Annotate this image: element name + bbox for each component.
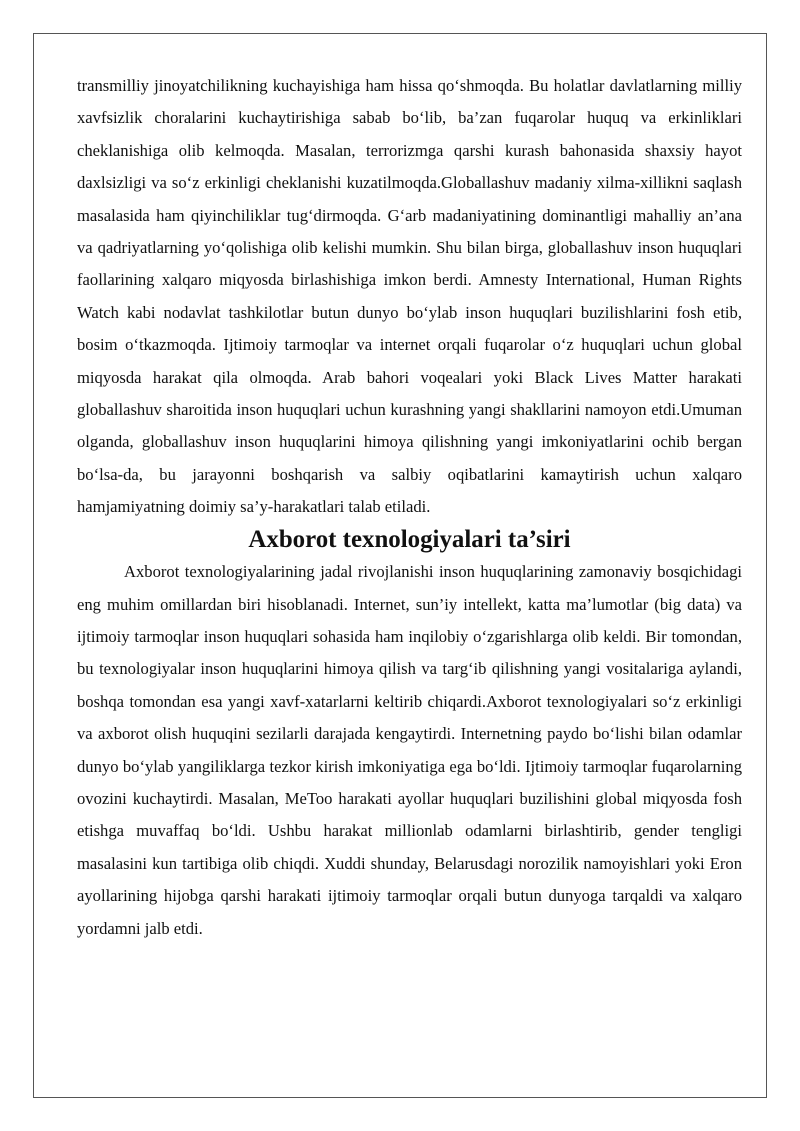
body-paragraph-globalization: transmilliy jinoyatchilikning kuchayishiga ham hissa qo‘shmoqda. Bu holatlar davlatlarning milliy xavfsizlik choralarini kuchaytirishiga sabab bo‘lib, ba’zan fuqarolar huquq va erkinliklari cheklanishiga olib kelmoqda. Masalan, terrorizmga qarshi kurash bahonasida shaxsiy hayot daxlsizligi va so‘z erkinligi cheklanishi kuzatilmoqda.Globallashuv madaniy xilma-xillikni saqlash masalasida ham qiyinchiliklar tug‘dirmoqda. G‘arb madaniyatining dominantligi mahalliy an’ana va qadriyatlarning yo‘qolishiga olib kelishi mumkin. Shu bilan birga, globallashuv inson huquqlari faollarining xalqaro miqyosda birlashishiga imkon berdi. Amnesty International, Human Rights Watch kabi nodavlat tashkilotlar butun dunyo bo‘ylab inson huquqlari buzilishlarini fosh etib, bosim o‘tkazmoqda. Ijtimoiy tarmoqlar va internet orqali fuqarolar o‘z huquqlari uchun global miqyosda harakat qila olmoqda. Arab bahori voqealari yoki Black Lives Matter harakati globallashuv sharoitida inson huquqlari uchun kurashning yangi shakllarini namoyon etdi.Umuman olganda, globallashuv inson huquqlarini himoya qilishning yangi imkoniyatlarini ochib bergan bo‘lsa-da, bu jarayonni boshqarish va salbiy oqibatlarini kamaytirish uchun xalqaro hamjamiyatning doimiy sa’y-harakatlari talab etiladi. (77, 76, 742, 517)
body-paragraph-information-technology: Axborot texnologiyalarining jadal rivojlanishi inson huquqlarining zamonaviy bosqichidagi eng muhim omillardan biri hisoblanadi. Internet, sun’iy intellekt, katta ma’lumotlar (big data) va ijtimoiy tarmoqlar inson huquqlari sohasida ham inqilobiy o‘zgarishlarga olib keldi. Bir tomondan, bu texnologiyalar inson huquqlarini himoya qilish va targ‘ib qilishning yangi vositalariga aylandi, boshqa tomondan esa yangi xavf-xatarlarni keltirib chiqardi.Axborot texnologiyalari so‘z erkinligi va axborot olish huquqini sezilarli darajada kengaytirdi. Internetning paydo bo‘lishi bilan odamlar dunyo bo‘ylab yangiliklarga tezkor kirish imkoniyatiga ega bo‘ldi. Ijtimoiy tarmoqlar fuqarolarning ovozini kuchaytirdi. Masalan, MeToo harakati ayollar huquqlari buzilishini global miqyosda fosh etishga muvaffaq bo‘ldi. Ushbu harakat millionlab odamlarni birlashtirib, gender tengligi masalasini kun tartibiga olib chiqdi. Xuddi shunday, Belarusdagi norozilik namoyishlari yoki Eron ayollarining hijobga qarshi harakati ijtimoiy tarmoqlar orqali butun dunyoga tarqaldi va xalqaro yordamni jalb etdi. (77, 562, 742, 938)
document-body (77, 70, 742, 945)
section-heading: Axborot texnologiyalari ta’siri (248, 525, 571, 553)
